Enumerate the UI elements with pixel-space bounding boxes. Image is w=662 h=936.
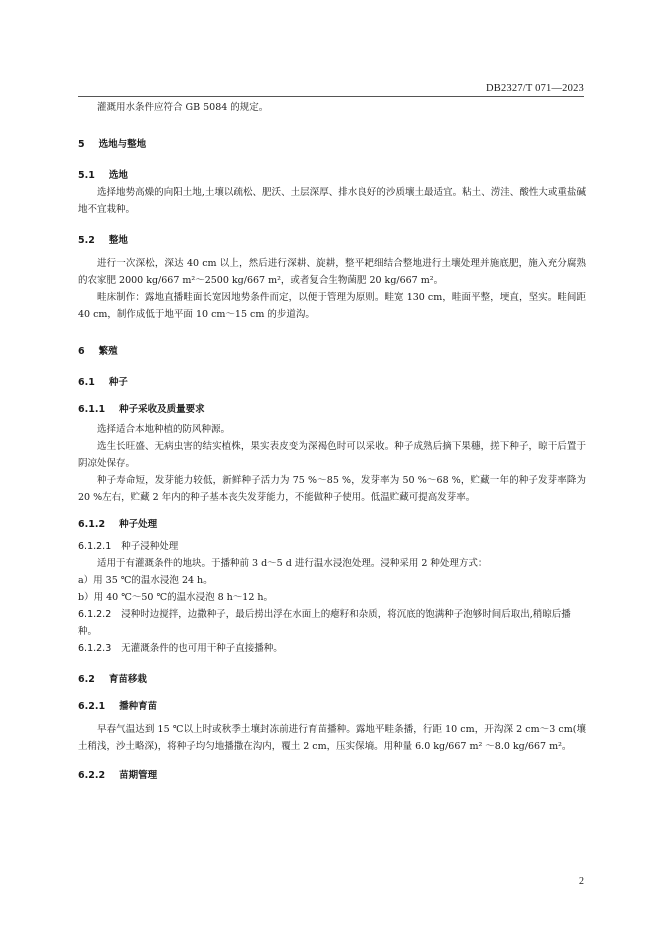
heading-title: 育苗移栽 [108,674,147,685]
heading-title: 整地 [108,235,128,246]
heading-title: 种子 [108,377,128,388]
heading-number: 6.2.1 [78,701,106,712]
heading-number: 6.1 [78,377,95,388]
subclause-text: 无灌溉条件的也可用干种子直接播种。 [121,643,283,654]
heading-5-1 [78,167,586,184]
heading-number: 5 [78,139,85,150]
paragraph-soaking: 适用于有灌溉条件的地块。于播种前 3 d～5 d 进行温水浸泡处理。浸种采用 2 种处理方式： [97,558,488,569]
heading-6-1 [78,374,586,391]
heading-number: 5.2 [78,235,95,246]
header-rule [78,96,584,97]
subclause-number: 6.1.2.2 [78,609,112,620]
heading-6 [78,343,586,360]
heading-title: 选地与整地 [98,139,147,150]
heading-number: 6.1.1 [78,404,106,415]
page-number: 2 [579,876,584,887]
subclause-number: 6.1.2.3 [78,643,112,654]
heading-6-1-1 [78,401,586,418]
subclause-text: 种子浸种处理 [121,541,179,552]
subclause-6-1-2-2 [78,606,586,640]
paragraph-bed-making: 畦床制作：露地直播畦面长宽因地势条件而定，以便于管理为原则。畦宽 130 cm，畦面平整，埂直，坚实。畦间距 40 cm，制作成低于地平面 10 cm～15 cm 的步道沟。 [78,292,586,320]
paragraph-irrigation: 灌溉用水条件应符合 GB 5084 的规定。 [97,102,269,113]
heading-5 [78,136,586,153]
paragraph-seed-harvest: 选生长旺盛、无病虫害的结实植株，果实表皮变为深褐色时可以采收。种子成熟后摘下果穗，搓下种子，晾干后置于阴凉处保存。 [78,441,586,469]
heading-title: 繁殖 [98,346,118,357]
subclause-text: 浸种时边搅拌，边撒种子，最后捞出浮在水面上的瘪籽和杂质，将沉底的饱满种子泡够时间后取出,稍晾后播种。 [78,609,571,637]
heading-title: 选地 [108,170,128,181]
list-item-a: a）用 35 ℃的温水浸泡 24 h。 [78,575,213,586]
heading-5-2 [78,232,586,249]
list-item-b: b）用 40 ℃～50 ℃的温水浸泡 8 h～12 h。 [78,592,274,603]
heading-6-2-1 [78,698,586,715]
paragraph-seed-source: 选择适合本地种植的防风种源。 [97,424,231,435]
paragraph-site-selection: 选择地势高燥的向阳土地,土壤以疏松、肥沃、土层深厚、排水良好的沙质壤土最适宜。粘土、涝洼、酸性大或重盐碱地不宜栽种。 [78,187,586,215]
heading-6-2-2 [78,767,586,784]
paragraph-tillage: 进行一次深松，深达 40 cm 以上，然后进行深耕、旋耕，整平耙细结合整地进行土壤处理并施底肥，施入充分腐熟的农家肥 2000 kg/667 m²～2500 kg/667 m²，或者复合生物菌肥 20 kg/667 m²。 [78,258,586,286]
heading-title: 种子采收及质量要求 [119,404,205,415]
subclause-6-1-2-3 [78,640,586,657]
document-body [78,99,586,784]
document-id: DB2327/T 071—2023 [485,83,584,94]
heading-number: 6.2.2 [78,770,106,781]
heading-6-1-2 [78,516,586,533]
heading-number: 6 [78,346,85,357]
subclause-number: 6.1.2.1 [78,541,112,552]
heading-title: 种子处理 [119,519,158,530]
paragraph-sowing: 早春气温达到 15 ℃以上时或秋季土壤封冻前进行育苗播种。露地平畦条播，行距 10 cm，开沟深 2 cm～3 cm(壤土稍浅，沙土略深)，将种子均匀地播撒在沟内，覆土 2 cm，压实保墒。用种量 6.0 kg/667 m² ～8.0 kg/667 m²。 [78,724,586,752]
heading-title: 苗期管理 [119,770,158,781]
paragraph-seed-viability: 种子寿命短，发芽能力较低，新鲜种子活力为 75 %～85 %，发芽率为 50 %～68 %，贮藏一年的种子发芽率降为 20 %左右，贮藏 2 年内的种子基本丧失发芽能力，不能做种子使用。低温贮藏可提高发芽率。 [78,475,586,503]
subclause-6-1-2-1 [78,538,586,555]
heading-number: 5.1 [78,170,95,181]
heading-6-2 [78,671,586,688]
heading-title: 播种育苗 [119,701,158,712]
heading-number: 6.1.2 [78,519,106,530]
heading-number: 6.2 [78,674,95,685]
